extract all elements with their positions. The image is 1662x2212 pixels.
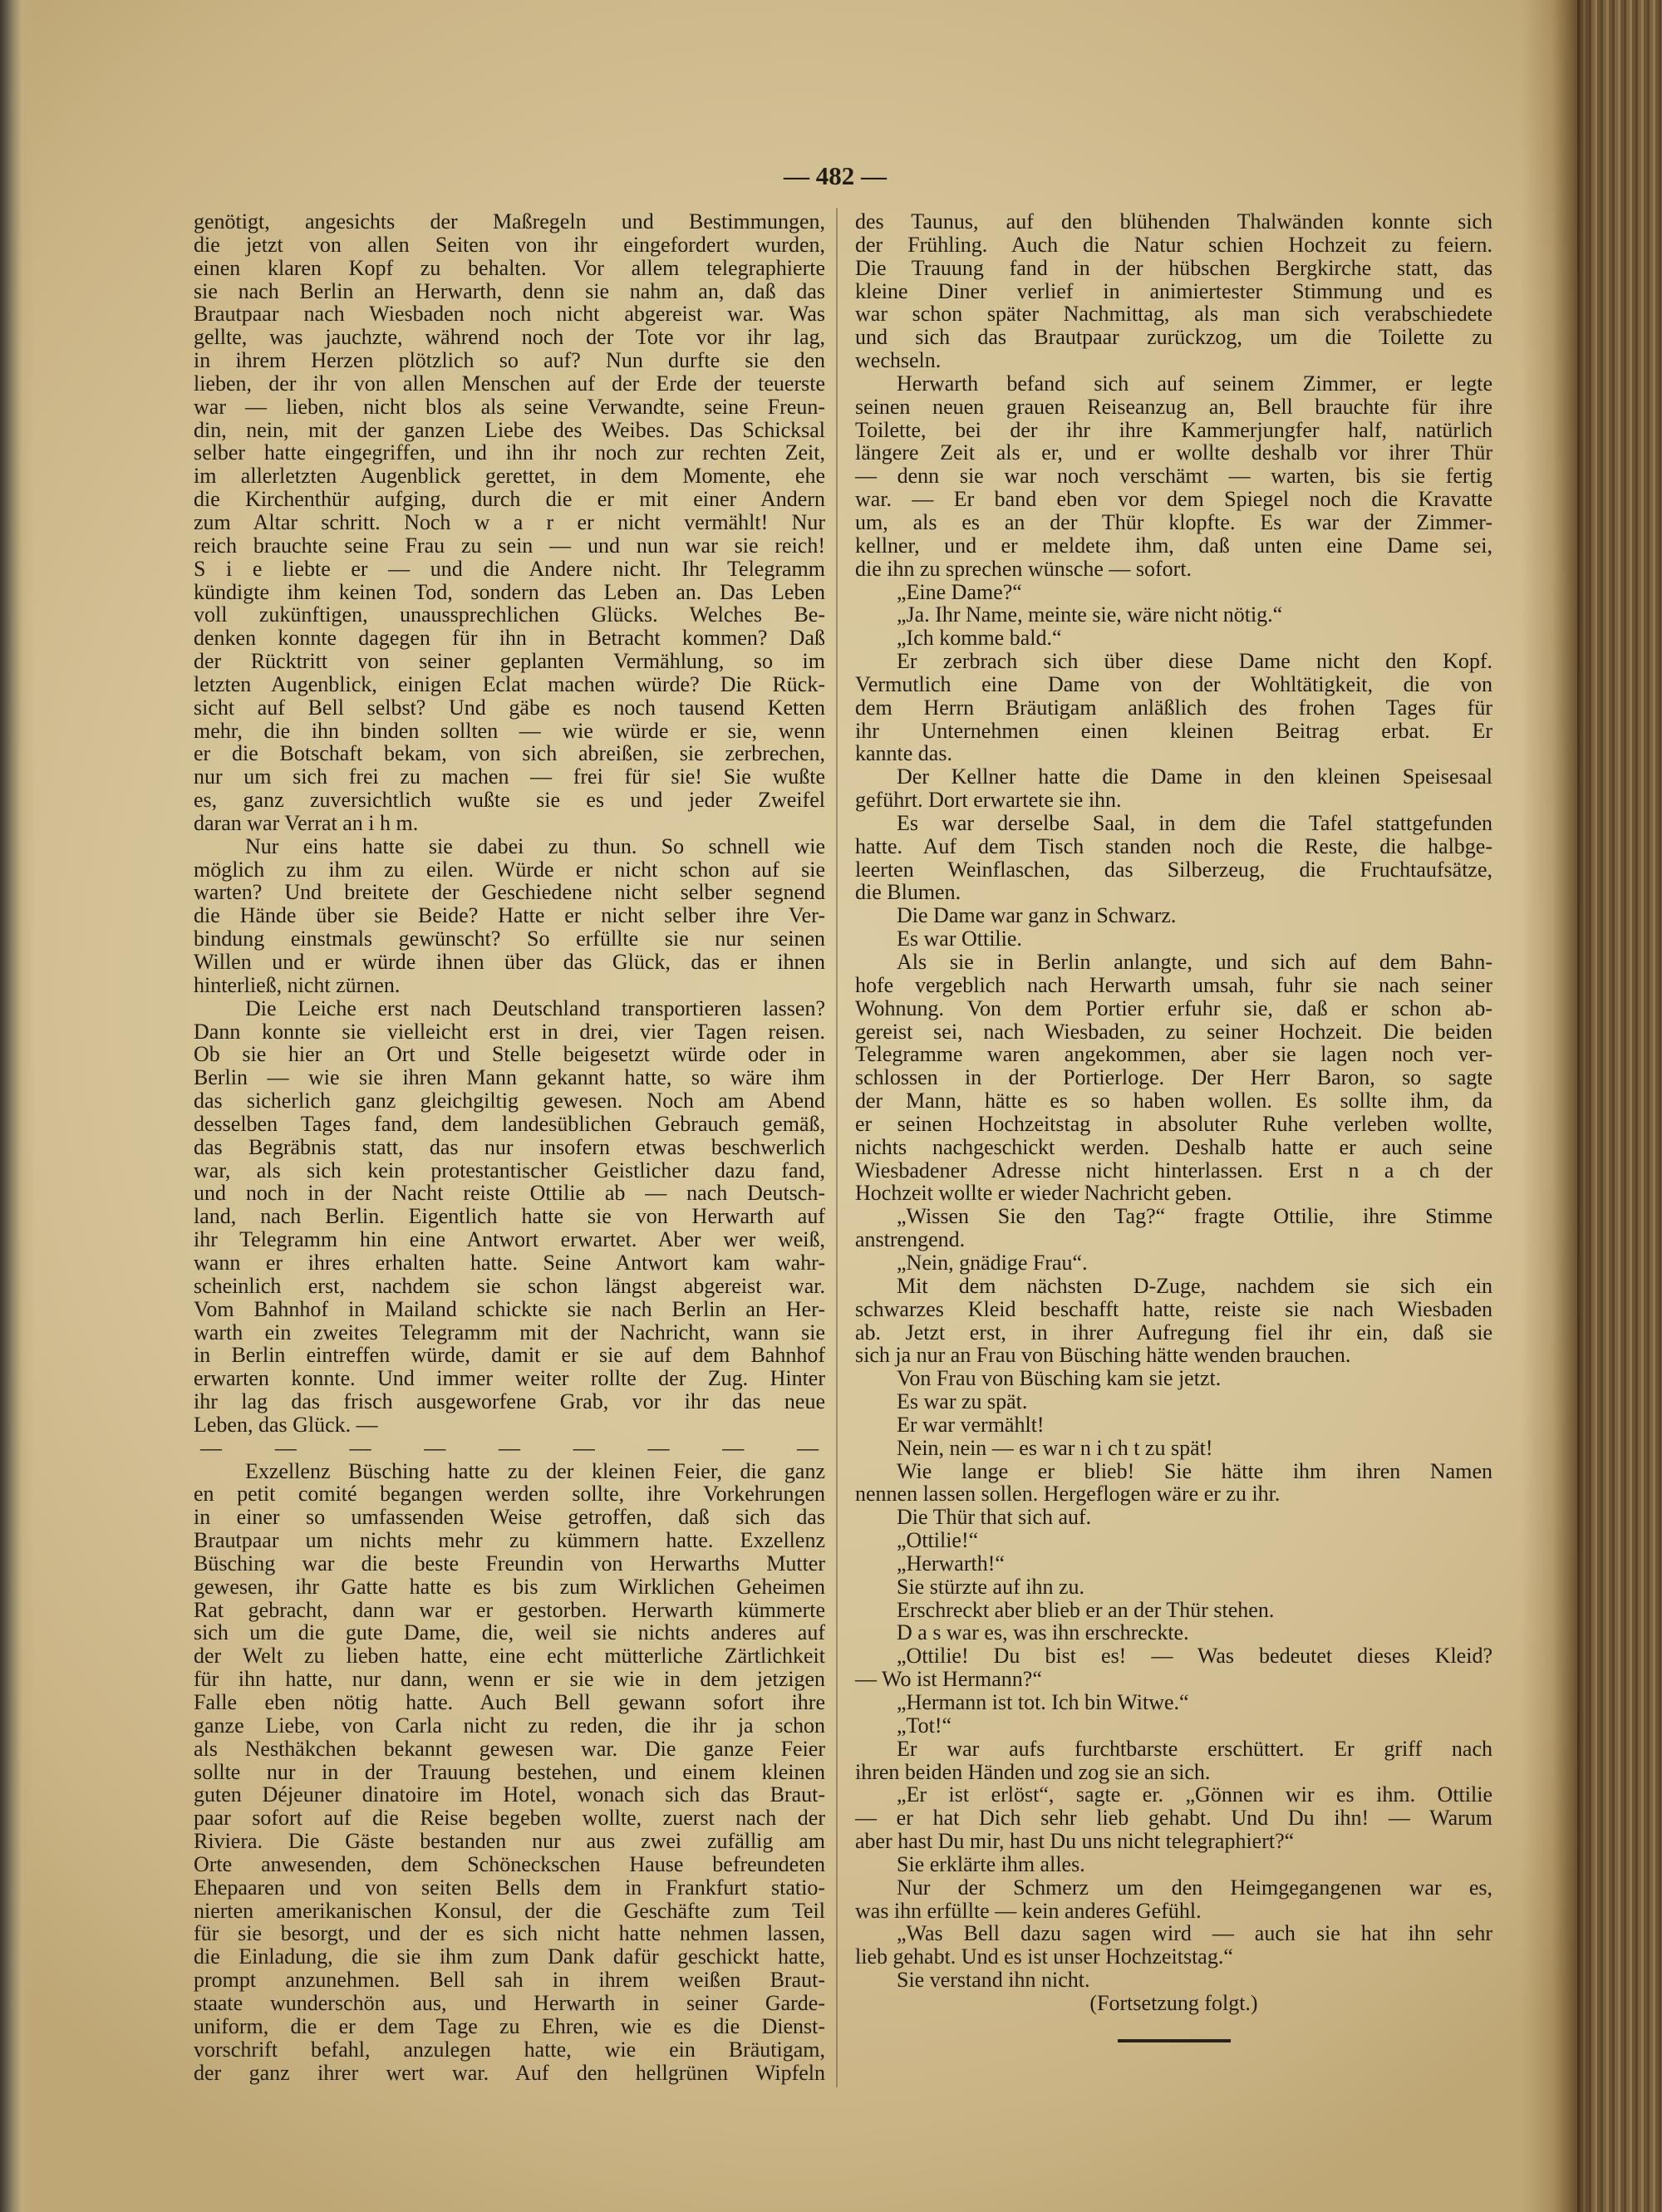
text-line: D a s war es, was ihn erschreckte. [897,1620,1189,1645]
text-line: Er war aufs furchtbarste erschüttert. Er griff nach [897,1736,1492,1761]
paragraph [855,1691,1492,1714]
text-line: selber hatte eingegriffen, und ihn ihr noch zur rechten Zeit, [194,440,825,465]
text-line: er seinen Hochzeitstag in absoluter Ruhe verleben wollte, [855,1111,1492,1136]
text-line: ihr Unternehmen einen kleinen Beitrag erbat. Er [855,718,1492,743]
text-line: der Frühling. Auch die Natur schien Hochzeit zu feiern. [855,232,1492,257]
text-line: aber hast Du mir, hast Du uns nicht telegraphiert?“ [855,1829,1295,1854]
text-line: Sie erklärte ihm alles. [897,1851,1085,1876]
paragraph [855,812,1492,904]
text-line: ab. Jetzt erst, in ihrer Aufregung fiel ihr ein, daß sie [855,1320,1492,1344]
text-line: war, als sich kein protestantischer Geistlicher dazu fand, [194,1158,825,1182]
text-line: wechseln. [855,348,942,373]
text-line: lieben, der ihr von allen Menschen auf der Erde der teuerste [194,371,825,396]
text-line: um, als es an der Thür klopfte. Es war der Zimmer- [855,509,1492,534]
right-column [855,210,1492,2042]
paragraph [194,210,825,835]
text-line: desselben Tages fand, dem landesüblichen Gebrauch gemäß, [194,1111,825,1136]
text-line: „Eine Dame?“ [897,579,1022,604]
text-line: mehr, die ihn binden sollten — wie würde er sie, wenn [194,718,825,743]
text-line: nichts nachgeschickt werden. Deshalb hatte er auch seine [855,1134,1492,1159]
text-line: Nein, nein — es war n i ch t zu spät! [897,1435,1213,1460]
text-line: die jetzt von allen Seiten von ihr eingefordert wurden, [194,232,825,257]
text-line: „Nein, gnädige Frau“. [897,1250,1088,1275]
text-line: zum Altar schritt. Noch w a r er nicht vermählt! Nur [194,509,825,534]
text-line: und sich das Brautpaar zurückzog, um die Toilette zu [855,325,1492,350]
paragraph [194,1460,825,2085]
paragraph [855,1621,1492,1644]
text-line: sich um die gute Dame, die, weil sie nichts anderes auf [194,1620,825,1645]
text-line: Dann konnte sie vielleicht erst in drei, vier Tagen reisen. [194,1019,825,1044]
text-line: prompt anzunehmen. Bell sah in ihrem weißen Braut- [194,1968,825,1993]
text-line: ihr Telegramm hin eine Antwort erwartet. Aber wer weiß, [194,1227,825,1252]
text-line: Toilette, bei der ihr ihre Kammerjungfer half, natürlich [855,417,1492,442]
paragraph [855,1922,1492,1969]
text-line: Falle eben nötig hatte. Auch Bell gewann sofort ihre [194,1690,825,1714]
text-line: nierten amerikanischen Konsul, der die Geschäfte zum Teil [194,1898,825,1923]
text-line: kannte das. [855,741,952,766]
paragraph [855,1367,1492,1390]
binding-edge [0,0,35,2212]
text-line: längere Zeit als er, und er wollte deshalb vor ihrer Thür [855,440,1492,465]
text-line: warten? Und breitete der Geschiedene nicht selber segnend [194,880,825,905]
text-line: „Herwarth!“ [897,1551,1005,1575]
text-line: — denn sie war noch verschämt — warten, bis sie fertig [855,464,1492,489]
paragraph [855,1460,1492,1507]
paragraph [855,1714,1492,1738]
text-line: in einer so umfassenden Weise getroffen, daß sich das [194,1505,825,1530]
text-line: wann er ihres erhalten hatte. Seine Antwort kam wahr- [194,1250,825,1275]
text-line: Wie lange er blieb! Sie hätte ihm ihren Namen [897,1458,1492,1483]
end-rule [1118,2039,1231,2042]
paragraph [855,1552,1492,1575]
text-line: die Einladung, die sie ihm zum Dank dafür geschickt hatte, [194,1944,825,1969]
text-line: Es war zu spät. [897,1389,1028,1414]
text-line: seinen neuen grauen Reiseanzug an, Bell brauchte für ihre [855,394,1492,419]
text-line: Wiesbadener Adresse nicht hinterlassen. Erst n a ch der [855,1158,1492,1182]
text-line: die Hände über sie Beide? Hatte er nicht selber ihre Ver- [194,903,825,928]
text-line: hatte. Auf dem Tisch standen noch die Reste, die halbge- [855,833,1492,858]
text-line: Brautpaar um nichts mehr zu kümmern hatte. Exzellenz [194,1528,825,1553]
text-line: Vom Bahnhof in Mailand schickte sie nach Berlin an Her- [194,1296,825,1321]
paragraph [855,627,1492,650]
text-line: Sie stürzte auf ihn zu. [897,1574,1084,1599]
text-line: denken konnte dagegen für ihn in Betracht kommen? Daß [194,626,825,651]
page-edge-stack [1577,0,1662,2212]
text-line: Von Frau von Büsching kam sie jetzt. [897,1366,1222,1391]
paragraph [855,603,1492,627]
text-line: es, ganz zuversichtlich wußte sie es und jeder Zweifel [194,788,825,813]
paragraph [855,927,1492,951]
text-line: Rat gebracht, dann war er gestorben. Herwarth kümmerte [194,1597,825,1622]
text-line: Der Kellner hatte die Dame in den kleinen Speisesaal [897,764,1492,789]
text-line: „Tot!“ [897,1713,952,1738]
paragraph [855,1529,1492,1552]
text-line: möglich zu ihm zu eilen. Würde er nicht schon auf sie [194,857,825,882]
text-line: daran war Verrat an i h m. [194,810,419,835]
paragraph [855,372,1492,581]
paragraph [855,765,1492,812]
text-line: genötigt, angesichts der Maßregeln und Bestimmungen, [194,209,825,233]
paragraph [855,650,1492,765]
text-line: hofe vergeblich nach Herwarth umsah, fuhr sie nach seiner [855,972,1492,997]
text-line: kleine Diner verlief in animiertester Stimmung und es [855,278,1492,303]
paragraph [855,210,1492,372]
text-line: des Taunus, auf den blühenden Thalwänden konnte sich [855,209,1492,233]
text-line: schlossen in der Portierloge. Der Herr Baron, so sagte [855,1065,1492,1090]
paragraph [855,1644,1492,1691]
text-line: kündigte ihm keinen Tod, sondern das Leben an. Das Leben [194,579,825,604]
text-line: der Rücktritt von seiner geplanten Vermählung, so im [194,649,825,674]
text-line: staate wunderschön aus, und Herwarth in seiner Garde- [194,1990,825,2015]
text-line: Ob sie hier an Ort und Stelle beigesetzt würde oder in [194,1042,825,1067]
paragraph [855,1853,1492,1876]
text-line: Leben, das Glück. — [194,1412,378,1437]
paragraph [855,1390,1492,1413]
text-line: „Er ist erlöst“, sagte er. „Gönnen wir es ihm. Ottilie [897,1782,1492,1807]
text-line: gereist sei, nach Wiesbaden, zu seiner Hochzeit. Die beiden [855,1019,1492,1044]
paragraph [855,1205,1492,1251]
text-line: sicht auf Bell selbst? Und gäbe es noch tausend Ketten [194,695,825,720]
paragraph [855,1275,1492,1367]
text-line: gellte, was jauchzte, während noch der Tote vor ihr lag, [194,325,825,350]
text-line: Er war vermählt! [897,1412,1045,1437]
text-line: und noch in der Nacht reiste Ottilie ab — nach Deutsch- [194,1181,825,1206]
text-line: Hochzeit wollte er wieder Nachricht geben. [855,1181,1232,1206]
text-line: Als sie in Berlin anlangte, und sich auf dem Bahn- [897,950,1492,974]
text-line: sollte nur in der Trauung bestehen, und einem kleinen [194,1759,825,1784]
paragraph [855,951,1492,1205]
left-column [194,210,825,2084]
paragraph [194,835,825,997]
text-line: die Kirchenthür aufging, durch die er mit einer Andern [194,487,825,512]
text-line: gewesen, ihr Gatte hatte es bis zum Wirklichen Geheimen [194,1574,825,1599]
text-line: Nur eins hatte sie dabei zu thun. So schnell wie [245,833,825,858]
text-line: sie nach Berlin an Herwarth, denn sie nahm an, daß das [194,278,825,303]
text-line: war. — Er band eben vor dem Spiegel noch die Kravatte [855,487,1492,512]
text-line: hinterließ, nicht zürnen. [194,972,401,997]
text-line: Telegramme waren angekommen, aber sie lagen noch ver- [855,1042,1492,1067]
text-line: Brautpaar nach Wiesbaden noch nicht abgereist war. Was [194,302,825,327]
paragraph [855,1506,1492,1529]
text-line: Erschreckt aber blieb er an der Thür stehen. [897,1597,1275,1622]
text-line: Wohnung. Von dem Portier erfuhr sie, daß er schon ab- [855,995,1492,1020]
text-line: en petit comité begangen werden sollte, ihre Vorkehrungen [194,1482,825,1507]
paragraph [855,1783,1492,1853]
text-line: Exzellenz Büsching hatte zu der kleinen Feier, die ganz [245,1458,825,1483]
text-line: Sie verstand ihn nicht. [897,1968,1090,1993]
text-line: Die Thür that sich auf. [897,1505,1092,1530]
text-line: Nur der Schmerz um den Heimgegangenen war es, [897,1875,1492,1900]
text-line: das sicherlich ganz gleichgiltig gewesen. Noch am Abend [194,1089,825,1113]
text-line: Die Trauung fand in der hübschen Bergkirche statt, das [855,255,1492,280]
text-line: er die Botschaft bekam, von sich abreißen, sie zerbrechen, [194,741,825,766]
text-line: „Ottilie! Du bist es! — Was bedeutet dieses Kleid? [897,1644,1492,1669]
text-line: nur um sich frei zu machen — frei für sie! Sie wußte [194,764,825,789]
text-line: was ihn erfüllte — kein anderes Gefühl. [855,1898,1202,1923]
text-line: warth ein zweites Telegramm mit der Nachricht, wann sie [194,1320,825,1344]
text-line: war schon später Nachmittag, als man sich verabschiedete [855,302,1492,327]
text-line: Die Dame war ganz in Schwarz. [897,903,1177,928]
text-line: „Wissen Sie den Tag?“ fragte Ottilie, ihre Stimme [897,1204,1492,1229]
text-line: war — lieben, nicht blos als seine Verwandte, seine Freun- [194,394,825,419]
paragraph [855,1251,1492,1275]
text-line: leerten Weinflaschen, das Silberzeug, die Fruchtaufsätze, [855,857,1492,882]
text-line: letzten Augenblick, einigen Eclat machen würde? Die Rück- [194,671,825,696]
paragraph [855,904,1492,927]
paragraph [855,1575,1492,1599]
text-line: „Ottilie!“ [897,1528,979,1553]
text-line: anstrengend. [855,1227,966,1252]
text-line: im allerletzten Augenblick gerettet, in dem Momente, ehe [194,464,825,489]
text-line: bindung einstmals gewünscht? So erfüllte sie nur seinen [194,927,825,951]
text-line: erwarten konnte. Und immer weiter rollte der Zug. Hinter [194,1366,825,1391]
text-line: Er zerbrach sich über diese Dame nicht den Kopf. [897,649,1492,674]
text-line: reich brauchte seine Frau zu sein — und nun war sie reich! [194,533,825,558]
text-line: die ihn zu sprechen wünsche — sofort. [855,556,1192,581]
text-line: „Hermann ist tot. Ich bin Witwe.“ [897,1690,1189,1714]
text-line: Herwarth befand sich auf seinem Zimmer, er legte [897,371,1492,396]
text-line: der Mann, hätte es so haben wollen. Es sollte ihm, da [855,1089,1492,1113]
text-line: das Begräbnis statt, das nur insofern etwas beschwerlich [194,1134,825,1159]
text-line: für ihn hatte, nur dann, wenn er sie wie in dem jetzigen [194,1667,825,1692]
paragraph [194,997,825,1437]
text-line: land, nach Berlin. Eigentlich hatte sie von Herwarth auf [194,1204,825,1229]
text-line: der Welt zu lieben hatte, eine echt mütterliche Zärtlichkeit [194,1644,825,1669]
text-line: scheinlich erst, nachdem sie schon längst abgereist war. [194,1273,825,1298]
text-line: als Nesthäkchen bekannt gewesen war. Die ganze Feier [194,1736,825,1761]
text-line: Ehepaaren und von seiten Bells dem in Frankfurt statio- [194,1875,825,1900]
text-line: die Blumen. [855,880,961,905]
text-line: Riviera. Die Gäste bestanden nur aus zwei zufällig am [194,1829,825,1854]
text-line: ihr lag das frisch ausgeworfene Grab, vor ihr das neue [194,1389,825,1414]
paragraph [855,1599,1492,1622]
text-line: schwarzes Kleid beschafft hatte, reiste sie nach Wiesbaden [855,1296,1492,1321]
text-line: guten Déjeuner dinatoire im Hotel, wonach sich das Braut- [194,1782,825,1807]
text-line: voll zukünftigen, unaussprechlichen Glücks. Welches Be- [194,602,825,627]
text-line: geführt. Dort erwartete sie ihn. [855,788,1122,813]
text-line: kellner, und er meldete ihm, daß unten eine Dame sei, [855,533,1492,558]
paragraph [855,1969,1492,1992]
text-line: einen klaren Kopf zu behalten. Vor allem telegraphierte [194,255,825,280]
text-line: S i e liebte er — und die Andere nicht. Ihr Telegramm [194,556,825,581]
page-number: — 482 — [784,161,887,190]
text-line: sich ja nur an Frau von Büsching hätte wenden brauchen. [855,1343,1351,1368]
paragraph [855,1413,1492,1437]
text-line: — er hat Dich sehr lieb gehabt. Und Du ihn! — Warum [855,1806,1492,1831]
text-line: Die Leiche erst nach Deutschland transportieren lassen? [245,995,825,1020]
text-line: Mit dem nächsten D-Zuge, nachdem sie sich ein [897,1273,1492,1298]
text-line: din, nein, mit der ganzen Liebe des Weibes. Das Schicksal [194,417,825,442]
paragraph [855,1876,1492,1923]
text-line: Büsching war die beste Freundin von Herwarths Mutter [194,1551,825,1575]
text-line: lieb gehabt. Und es ist unser Hochzeitstag.“ [855,1944,1233,1969]
text-line: paar sofort auf die Reise begeben wollte, zuerst nach der [194,1806,825,1831]
column-rule [836,208,838,2087]
text-line: vorschrift befahl, anzulegen hatte, wie ein Bräutigam, [194,2037,825,2062]
text-line: Willen und er würde ihnen über das Glück, das er ihnen [194,950,825,974]
text-line: Es war derselbe Saal, in dem die Tafel stattgefunden [897,810,1492,835]
text-line: der ganz ihrer wert war. Auf den hellgrünen Wipfeln [194,2060,825,2085]
text-line: nennen lassen sollen. Hergeflogen wäre er zu ihr. [855,1482,1281,1507]
text-line: „Ja. Ihr Name, meinte sie, wäre nicht nötig.“ [897,602,1283,627]
text-line: Berlin — wie sie ihren Mann gekannt hatte, so wäre ihm [194,1065,825,1090]
text-line: „Was Bell dazu sagen wird — auch sie hat ihn sehr [897,1921,1492,1946]
text-line: uniform, die er dem Tage zu Ehren, wie es die Dienst- [194,2013,825,2038]
right-column-text [855,210,1492,1992]
text-line: ganze Liebe, von Carla nicht zu reden, die ihr ja schon [194,1713,825,1738]
gutter-shadow [1521,0,1579,2212]
text-line: für sie besorgt, und der es sich nicht hatte nehmen lassen, [194,1921,825,1946]
paragraph [855,1437,1492,1460]
paragraph [855,1738,1492,1784]
text-line: Orte anwesenden, dem Schöneckschen Hause befreundeten [194,1851,825,1876]
section-separator: — — — — — — — — — [200,1435,819,1460]
text-line: Vermutlich eine Dame von der Wohltätigkeit, die von [855,671,1492,696]
text-line: „Ich komme bald.“ [897,626,1062,651]
text-line: ihren beiden Händen und zog sie an sich. [855,1759,1211,1784]
paragraph [855,581,1492,604]
continuation-note: (Fortsetzung folgt.) [1089,1990,1258,2015]
text-line: in Berlin eintreffen würde, damit er sie auf dem Bahnhof [194,1343,825,1368]
text-line: Es war Ottilie. [897,927,1022,951]
text-line: in ihrem Herzen plötzlich so auf? Nun durfte sie den [194,348,825,373]
text-line: — Wo ist Hermann?“ [855,1667,1042,1692]
text-line: dem Herrn Bräutigam anläßlich des frohen Tages für [855,695,1492,720]
